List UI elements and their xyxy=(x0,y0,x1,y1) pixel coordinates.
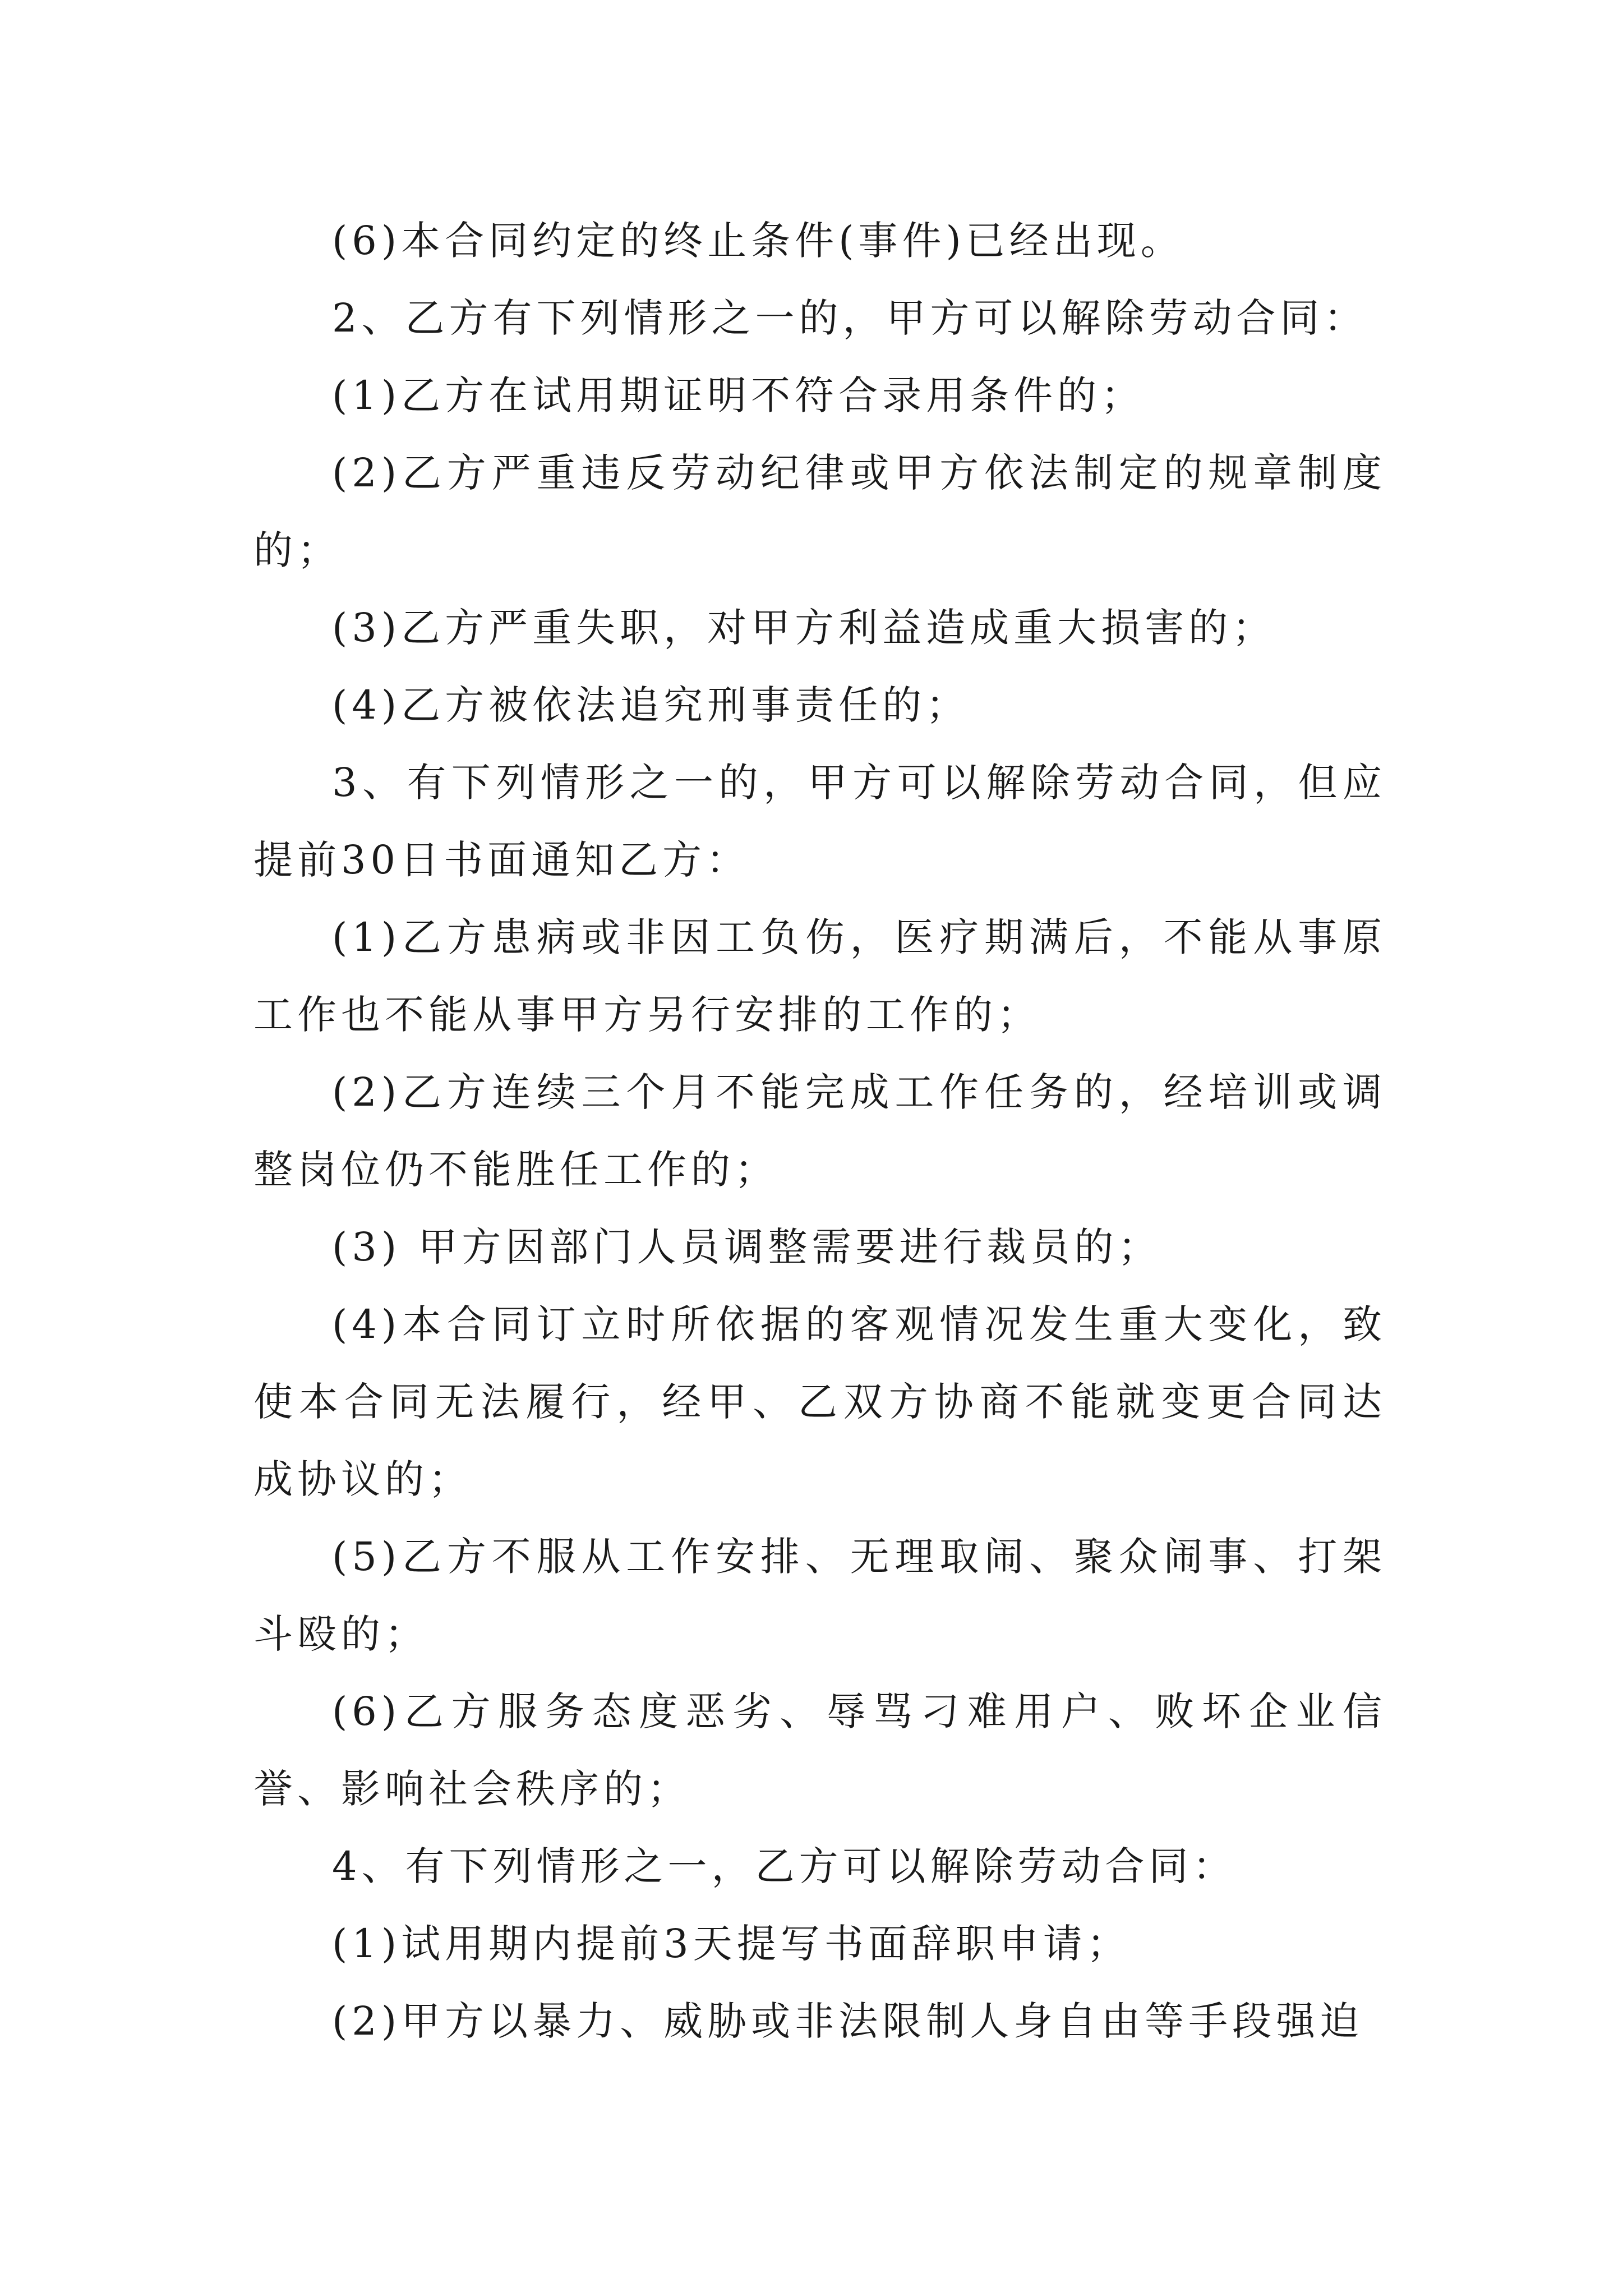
paragraph: (1)乙方在试用期证明不符合录用条件的； xyxy=(332,372,1145,418)
paragraph: (4)乙方被依法追究刑事责任的； xyxy=(332,682,970,728)
paragraph: (3)乙方严重失职，对甲方利益造成重大损害的； xyxy=(332,605,1276,651)
paragraph: 3、有下列情形之一的，甲方可以解除劳动合同，但应提前30日书面通知乙方： xyxy=(253,760,1386,883)
paragraph: (1)试用期内提前3天提写书面辞职申请； xyxy=(332,1921,1131,1967)
paragraph: (5)乙方不服从工作安排、无理取闹、聚众闹事、打架斗殴的； xyxy=(253,1534,1386,1657)
paragraph: (4)本合同订立时所依据的客观情况发生重大变化，致使本合同无法履行，经甲、乙双方协商不能就变更合同达成协议的； xyxy=(253,1301,1386,1502)
contract-body xyxy=(253,202,1386,2060)
paragraph: 4、有下列情形之一，乙方可以解除劳动合同： xyxy=(332,1843,1237,1889)
paragraph: (6)乙方服务态度恶劣、辱骂刁难用户、败坏企业信誉、影响社会秩序的； xyxy=(253,1688,1386,1812)
paragraph: (2)甲方以暴力、威胁或非法限制人身自由等手段强迫 xyxy=(332,1998,1364,2044)
paragraph: (6)本合同约定的终止条件(事件)已经出现。 xyxy=(332,218,1184,264)
paragraph: (2)乙方连续三个月不能完成工作任务的，经培训或调整岗位仍不能胜任工作的； xyxy=(253,1069,1386,1193)
paragraph: (3) 甲方因部门人员调整需要进行裁员的； xyxy=(332,1224,1162,1270)
paragraph: 2、乙方有下列情形之一的，甲方可以解除劳动合同： xyxy=(332,295,1368,341)
paragraph: (1)乙方患病或非因工负伤，医疗期满后，不能从事原工作也不能从事甲方另行安排的工作的； xyxy=(253,914,1386,1038)
paragraph: (2)乙方严重违反劳动纪律或甲方依法制定的规章制度的； xyxy=(253,450,1386,573)
